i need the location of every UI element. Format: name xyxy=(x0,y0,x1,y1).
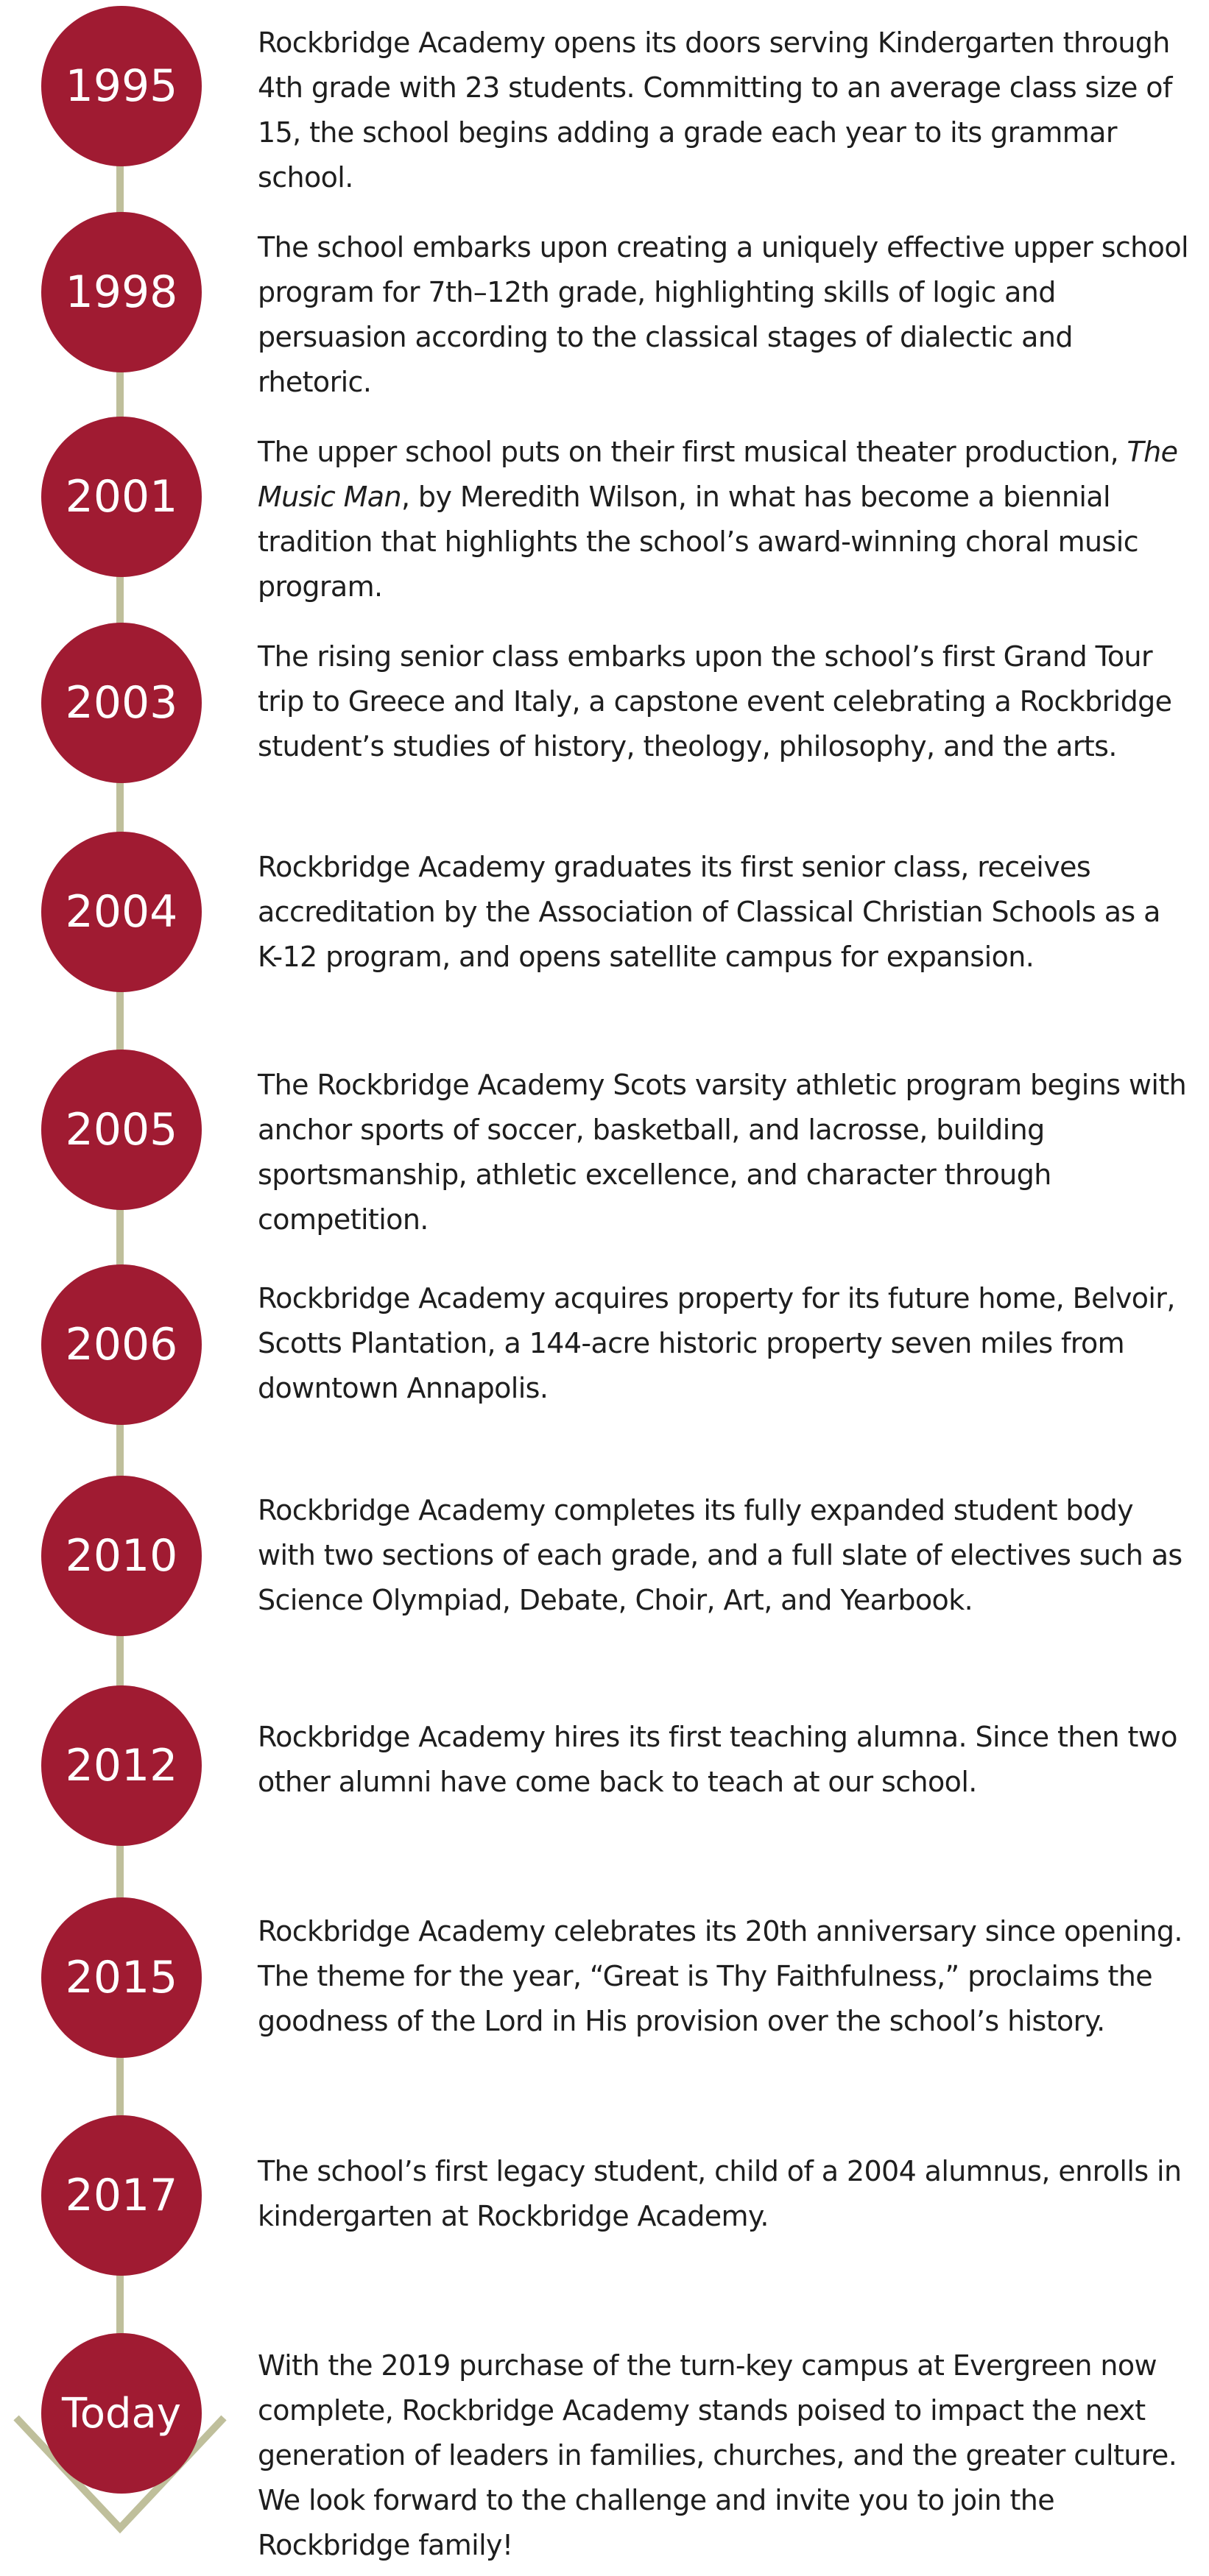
entry-description-part: The upper school puts on their first musical theater production, xyxy=(258,436,1127,468)
entry-description: Rockbridge Academy celebrates its 20th anniversary since opening. The theme for the year, “Great is Thy Faithfulness,” proclaims the goodness of the Lord in His provision over the school’s history. xyxy=(258,1915,1182,2037)
year-badge: 2015 xyxy=(41,1897,202,2058)
entry-description: With the 2019 purchase of the turn-key campus at Evergreen now complete, Rockbridge Academy stands poised to impact the next generation of leaders in families, churches, and the greater culture. We look forward to the challenge and invite you to join the Rockbridge family! xyxy=(258,2349,1177,2561)
entry-description xyxy=(258,430,1193,609)
production-title: The Music Man xyxy=(258,436,1178,513)
year-badge: 2010 xyxy=(41,1476,202,1636)
entry-description: The school’s first legacy student, child of a 2004 alumnus, enrolls in kindergarten at Rockbridge Academy. xyxy=(258,2155,1182,2232)
entry-description: The rising senior class embarks upon the school’s first Grand Tour trip to Greece and Italy, a capstone event celebrating a Rockbridge student’s studies of history, theology, philosophy, and the arts. xyxy=(258,640,1172,762)
entry-description: Rockbridge Academy hires its first teaching alumna. Since then two other alumni have come back to teach at our school. xyxy=(258,1721,1177,1798)
year-badge: 2003 xyxy=(41,623,202,783)
entry-description: The Rockbridge Academy Scots varsity athletic program begins with anchor sports of soccer, basketball, and lacrosse, building sportsmanship, athletic excellence, and character through competition. xyxy=(258,1069,1187,1236)
year-badge: 2012 xyxy=(41,1685,202,1846)
year-badge: 2004 xyxy=(41,832,202,992)
entry-description: The school embarks upon creating a uniquely effective upper school program for 7th–12th grade, highlighting skills of logic and persuasion according to the classical stages of dialectic and rhetoric. xyxy=(258,231,1188,398)
year-badge: 2005 xyxy=(41,1050,202,1210)
entry-description-part: , by Meredith Wilson, in what has become a biennial tradition that highlights the school’s award-winning choral music program. xyxy=(258,481,1138,603)
year-badge: 2001 xyxy=(41,417,202,577)
year-badge: 2017 xyxy=(41,2115,202,2276)
entry-description: Rockbridge Academy completes its fully expanded student body with two sections of each grade, and a full slate of electives such as Science Olympiad, Debate, Choir, Art, and Yearbook. xyxy=(258,1494,1182,1616)
year-badge: 1998 xyxy=(41,212,202,372)
entry-description: Rockbridge Academy acquires property for its future home, Belvoir, Scotts Plantation, a 144-acre historic property seven miles from downtown Annapolis. xyxy=(258,1282,1175,1404)
entry-description: Rockbridge Academy graduates its first senior class, receives accreditation by the Association of Classical Christian Schools as a K-12 program, and opens satellite campus for expansion. xyxy=(258,851,1160,973)
year-badge: 1995 xyxy=(41,6,202,166)
year-badge: Today xyxy=(41,2333,202,2494)
entry-description: Rockbridge Academy opens its doors serving Kindergarten through 4th grade with 23 students. Committing to an average class size of 15, the school begins adding a grade each year to its grammar school. xyxy=(258,26,1172,194)
year-badge: 2006 xyxy=(41,1264,202,1425)
